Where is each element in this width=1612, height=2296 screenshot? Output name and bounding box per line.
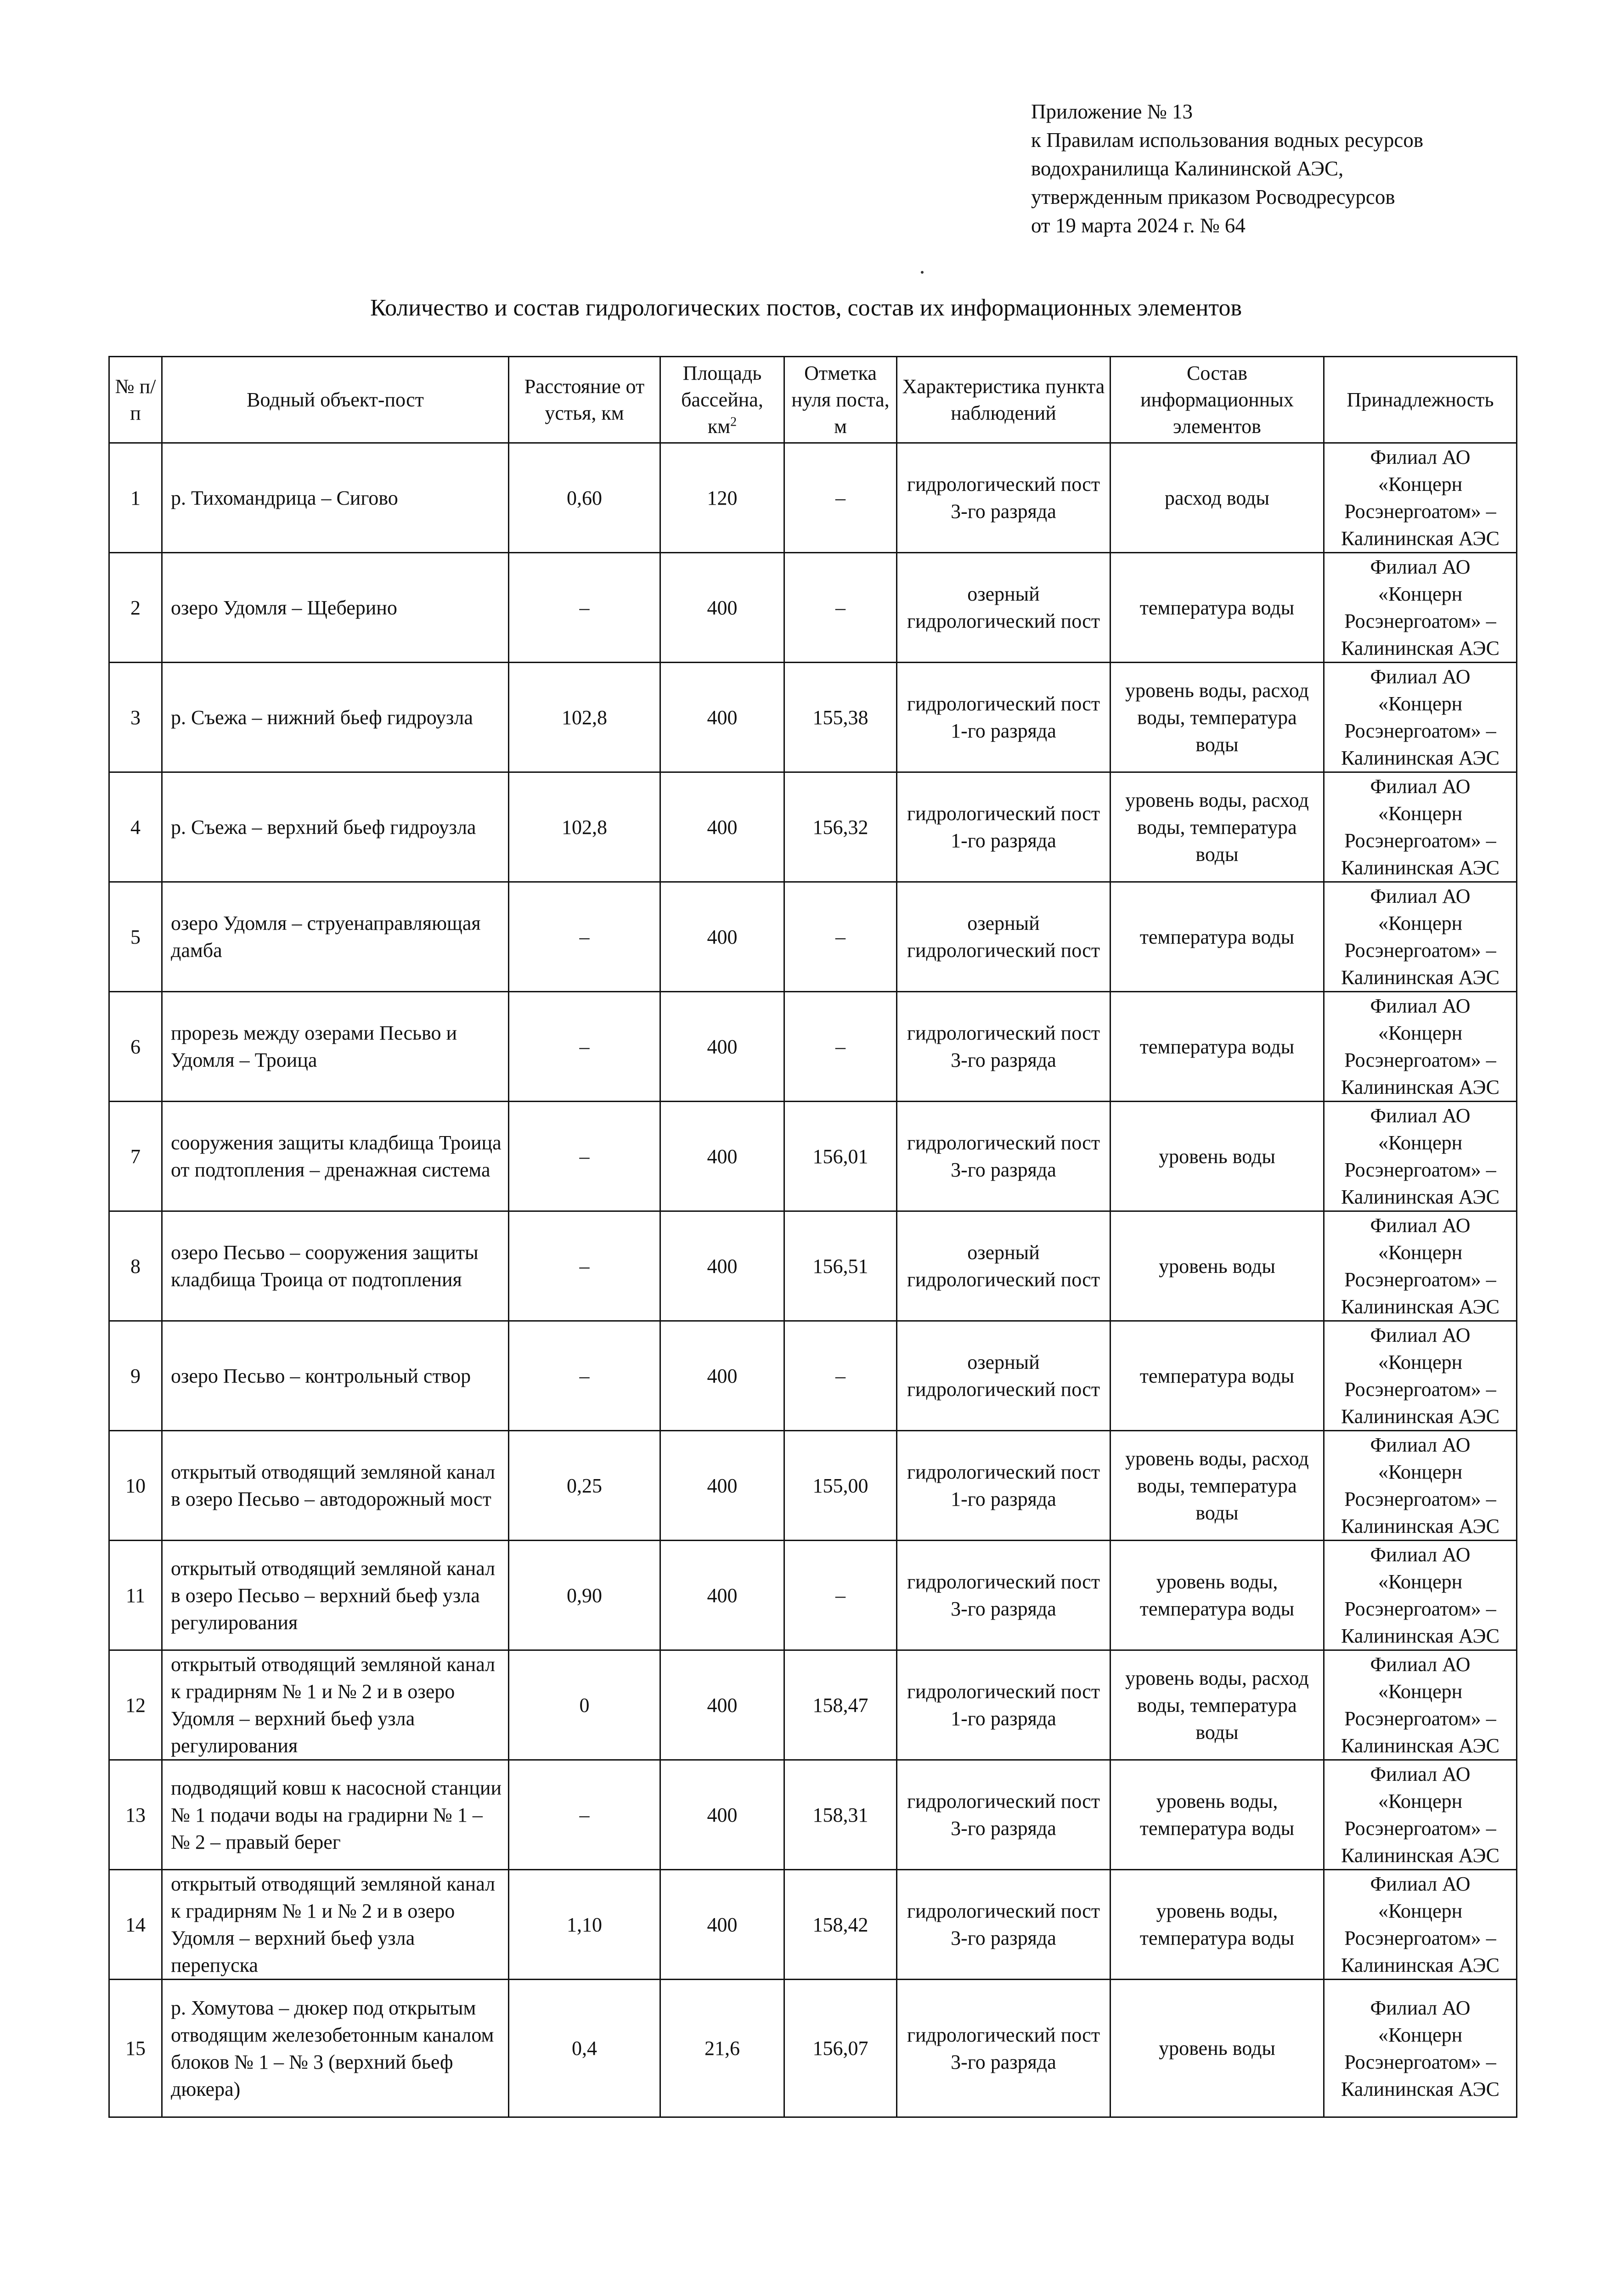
cell-area: 400	[660, 553, 784, 663]
cell-owner: Филиал АО «Концерн Росэнергоатом» – Калининская АЭС	[1324, 1650, 1517, 1760]
header-num: № п/п	[109, 357, 162, 443]
appendix-line: утвержденным приказом Росводресурсов	[1031, 186, 1395, 208]
cell-distance: –	[509, 1760, 660, 1870]
cell-elements: температура воды	[1110, 1321, 1324, 1431]
header-elements: Состав информационных элементов	[1110, 357, 1324, 443]
table-row	[109, 992, 1517, 1102]
cell-zero: –	[784, 992, 897, 1102]
posts-table	[108, 356, 1517, 2118]
cell-owner: Филиал АО «Концерн Росэнергоатом» – Калининская АЭС	[1324, 1431, 1517, 1541]
cell-owner: Филиал АО «Концерн Росэнергоатом» – Калининская АЭС	[1324, 1321, 1517, 1431]
cell-characteristic: гидрологический пост 1-го разряда	[897, 772, 1110, 882]
cell-characteristic: гидрологический пост 3-го разряда	[897, 1760, 1110, 1870]
cell-zero: 158,31	[784, 1760, 897, 1870]
cell-distance: 102,8	[509, 663, 660, 772]
cell-distance: 0,25	[509, 1431, 660, 1541]
cell-distance: –	[509, 882, 660, 992]
cell-elements: уровень воды, расход воды, температура воды	[1110, 663, 1324, 772]
table-row	[109, 1211, 1517, 1321]
header-owner: Принадлежность	[1324, 357, 1517, 443]
table-row	[109, 1541, 1517, 1650]
cell-zero: 158,47	[784, 1650, 897, 1760]
cell-distance: 0,90	[509, 1541, 660, 1650]
table-row	[109, 882, 1517, 992]
cell-distance: 1,10	[509, 1870, 660, 1980]
cell-characteristic: гидрологический пост 3-го разряда	[897, 1870, 1110, 1980]
cell-num: 8	[109, 1211, 162, 1321]
cell-object: открытый отводящий земляной канал к градирням № 1 и № 2 и в озеро Удомля – верхний бьеф узла регулирования	[162, 1650, 509, 1760]
cell-characteristic: гидрологический пост 1-го разряда	[897, 1431, 1110, 1541]
cell-num: 2	[109, 553, 162, 663]
table-row	[109, 1102, 1517, 1211]
cell-area: 400	[660, 1102, 784, 1211]
cell-zero: –	[784, 1321, 897, 1431]
cell-object: открытый отводящий земляной канал в озеро Песьво – верхний бьеф узла регулирования	[162, 1541, 509, 1650]
cell-num: 1	[109, 443, 162, 553]
cell-num: 4	[109, 772, 162, 882]
cell-object: подводящий ковш к насосной станции № 1 подачи воды на градирни № 1 – № 2 – правый берег	[162, 1760, 509, 1870]
table-row	[109, 1321, 1517, 1431]
cell-elements: уровень воды, расход воды, температура воды	[1110, 1431, 1324, 1541]
cell-zero: 155,38	[784, 663, 897, 772]
cell-area: 400	[660, 992, 784, 1102]
cell-num: 14	[109, 1870, 162, 1980]
cell-owner: Филиал АО «Концерн Росэнергоатом» – Калининская АЭС	[1324, 1980, 1517, 2117]
cell-num: 6	[109, 992, 162, 1102]
header-distance: Расстояние от устья, км	[509, 357, 660, 443]
cell-owner: Филиал АО «Концерн Росэнергоатом» – Калининская АЭС	[1324, 992, 1517, 1102]
cell-object: озеро Песьво – контрольный створ	[162, 1321, 509, 1431]
cell-object: озеро Песьво – сооружения защиты кладбища Троица от подтопления	[162, 1211, 509, 1321]
cell-object: озеро Удомля – струенаправляющая дамба	[162, 882, 509, 992]
cell-characteristic: озерный гидрологический пост	[897, 1211, 1110, 1321]
cell-num: 9	[109, 1321, 162, 1431]
cell-area: 400	[660, 772, 784, 882]
header-area-sup: 2	[730, 414, 737, 429]
cell-elements: уровень воды, расход воды, температура воды	[1110, 1650, 1324, 1760]
cell-num: 11	[109, 1541, 162, 1650]
cell-elements: температура воды	[1110, 553, 1324, 663]
table-row	[109, 1760, 1517, 1870]
table-row	[109, 443, 1517, 553]
cell-area: 400	[660, 1650, 784, 1760]
cell-zero: 156,01	[784, 1102, 897, 1211]
cell-object: р. Тихомандрица – Сигово	[162, 443, 509, 553]
header-characteristic: Характеристика пункта наблюдений	[897, 357, 1110, 443]
cell-area: 400	[660, 1870, 784, 1980]
cell-object: открытый отводящий земляной канал к градирням № 1 и № 2 и в озеро Удомля – верхний бьеф узла перепуска	[162, 1870, 509, 1980]
header-zero-mark: Отметка нуля поста, м	[784, 357, 897, 443]
cell-zero: –	[784, 443, 897, 553]
cell-characteristic: гидрологический пост 3-го разряда	[897, 992, 1110, 1102]
appendix-line: водохранилища Калининской АЭС,	[1031, 157, 1344, 180]
cell-area: 400	[660, 1760, 784, 1870]
cell-num: 7	[109, 1102, 162, 1211]
cell-elements: температура воды	[1110, 992, 1324, 1102]
cell-object: открытый отводящий земляной канал в озеро Песьво – автодорожный мост	[162, 1431, 509, 1541]
appendix-line: от 19 марта 2024 г. № 64	[1031, 214, 1246, 237]
cell-distance: 102,8	[509, 772, 660, 882]
cell-area: 400	[660, 1321, 784, 1431]
appendix-line: к Правилам использования водных ресурсов	[1031, 129, 1424, 152]
table-row	[109, 772, 1517, 882]
cell-owner: Филиал АО «Концерн Росэнергоатом» – Калининская АЭС	[1324, 443, 1517, 553]
cell-num: 13	[109, 1760, 162, 1870]
appendix-line: Приложение № 13	[1031, 100, 1193, 123]
cell-owner: Филиал АО «Концерн Росэнергоатом» – Калининская АЭС	[1324, 1211, 1517, 1321]
cell-characteristic: гидрологический пост 3-го разряда	[897, 443, 1110, 553]
cell-elements: расход воды	[1110, 443, 1324, 553]
cell-object: р. Съежа – верхний бьеф гидроузла	[162, 772, 509, 882]
cell-zero: –	[784, 882, 897, 992]
cell-zero: –	[784, 553, 897, 663]
cell-elements: уровень воды	[1110, 1211, 1324, 1321]
cell-zero: 156,51	[784, 1211, 897, 1321]
cell-object: сооружения защиты кладбища Троица от подтопления – дренажная система	[162, 1102, 509, 1211]
cell-distance: –	[509, 1321, 660, 1431]
cell-owner: Филиал АО «Концерн Росэнергоатом» – Калининская АЭС	[1324, 663, 1517, 772]
cell-object: р. Съежа – нижний бьеф гидроузла	[162, 663, 509, 772]
cell-area: 400	[660, 882, 784, 992]
cell-owner: Филиал АО «Концерн Росэнергоатом» – Калининская АЭС	[1324, 1870, 1517, 1980]
cell-distance: –	[509, 1102, 660, 1211]
header-object: Водный объект-пост	[162, 357, 509, 443]
cell-num: 15	[109, 1980, 162, 2117]
table-row	[109, 663, 1517, 772]
cell-elements: уровень воды, температура воды	[1110, 1760, 1324, 1870]
cell-elements: температура воды	[1110, 882, 1324, 992]
cell-object: озеро Удомля – Щеберино	[162, 553, 509, 663]
cell-characteristic: гидрологический пост 3-го разряда	[897, 1980, 1110, 2117]
cell-num: 3	[109, 663, 162, 772]
cell-zero: –	[784, 1541, 897, 1650]
table-row	[109, 1980, 1517, 2117]
table-row	[109, 1650, 1517, 1760]
cell-owner: Филиал АО «Концерн Росэнергоатом» – Калининская АЭС	[1324, 772, 1517, 882]
cell-owner: Филиал АО «Концерн Росэнергоатом» – Калининская АЭС	[1324, 1102, 1517, 1211]
table-row	[109, 553, 1517, 663]
cell-characteristic: гидрологический пост 3-го разряда	[897, 1541, 1110, 1650]
cell-distance: 0,4	[509, 1980, 660, 2117]
cell-elements: уровень воды	[1110, 1102, 1324, 1211]
table-row	[109, 1870, 1517, 1980]
cell-characteristic: озерный гидрологический пост	[897, 553, 1110, 663]
cell-elements: уровень воды, расход воды, температура воды	[1110, 772, 1324, 882]
cell-num: 5	[109, 882, 162, 992]
cell-zero: 156,32	[784, 772, 897, 882]
cell-elements: уровень воды, температура воды	[1110, 1541, 1324, 1650]
cell-area: 120	[660, 443, 784, 553]
cell-elements: уровень воды	[1110, 1980, 1324, 2117]
cell-distance: –	[509, 553, 660, 663]
cell-zero: 158,42	[784, 1870, 897, 1980]
cell-distance: 0,60	[509, 443, 660, 553]
scan-dot	[921, 271, 924, 274]
table-header-row	[109, 357, 1517, 443]
cell-characteristic: озерный гидрологический пост	[897, 882, 1110, 992]
page-title: Количество и состав гидрологических постов, состав их информационных элементов	[370, 295, 1242, 321]
cell-zero: 155,00	[784, 1431, 897, 1541]
header-area-label: Площадь бассейна, км	[681, 361, 763, 438]
cell-distance: –	[509, 992, 660, 1102]
cell-area: 400	[660, 663, 784, 772]
appendix-header	[1031, 97, 1423, 240]
header-area	[660, 357, 784, 443]
cell-area: 400	[660, 1211, 784, 1321]
cell-characteristic: гидрологический пост 1-го разряда	[897, 663, 1110, 772]
cell-area: 400	[660, 1541, 784, 1650]
cell-elements: уровень воды, температура воды	[1110, 1870, 1324, 1980]
cell-num: 12	[109, 1650, 162, 1760]
cell-owner: Филиал АО «Концерн Росэнергоатом» – Калининская АЭС	[1324, 553, 1517, 663]
cell-object: прорезь между озерами Песьво и Удомля – Троица	[162, 992, 509, 1102]
cell-object: р. Хомутова – дюкер под открытым отводящим железобетонным каналом блоков № 1 – № 3 (верхний бьеф дюкера)	[162, 1980, 509, 2117]
cell-area: 400	[660, 1431, 784, 1541]
cell-owner: Филиал АО «Концерн Росэнергоатом» – Калининская АЭС	[1324, 882, 1517, 992]
cell-zero: 156,07	[784, 1980, 897, 2117]
cell-distance: –	[509, 1211, 660, 1321]
cell-characteristic: гидрологический пост 3-го разряда	[897, 1102, 1110, 1211]
cell-owner: Филиал АО «Концерн Росэнергоатом» – Калининская АЭС	[1324, 1760, 1517, 1870]
cell-owner: Филиал АО «Концерн Росэнергоатом» – Калининская АЭС	[1324, 1541, 1517, 1650]
cell-characteristic: озерный гидрологический пост	[897, 1321, 1110, 1431]
cell-num: 10	[109, 1431, 162, 1541]
table-row	[109, 1431, 1517, 1541]
cell-area: 21,6	[660, 1980, 784, 2117]
cell-characteristic: гидрологический пост 1-го разряда	[897, 1650, 1110, 1760]
cell-distance: 0	[509, 1650, 660, 1760]
